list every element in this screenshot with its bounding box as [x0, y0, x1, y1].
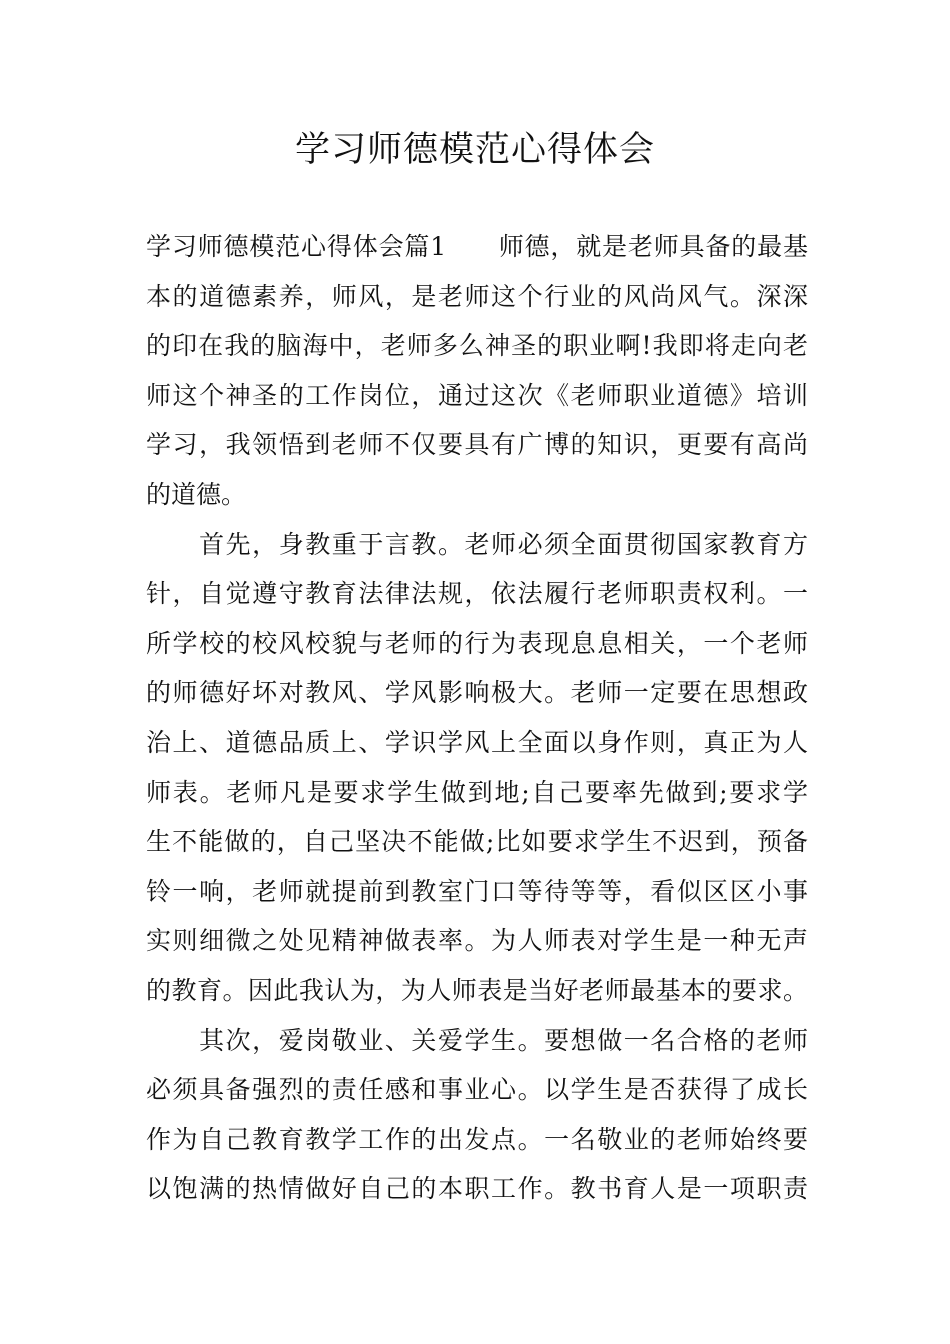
text-line: 的师德好坏对教风、学风影响极大。老师一定要在思想政	[146, 678, 808, 708]
text-line: 本的道德素养，师风，是老师这个行业的风尚风气。深深	[146, 281, 808, 311]
text-line: 师这个神圣的工作岗位，通过这次《老师职业道德》培训	[146, 380, 808, 410]
document-body	[146, 222, 808, 1214]
text-line: 的道德。	[146, 479, 247, 509]
text-line: 针，自觉遵守教育法律法规，依法履行老师职责权利。一	[146, 579, 808, 609]
text-line: 其次，爱岗敬业、关爱学生。要想做一名合格的老师	[146, 1025, 808, 1055]
text-line: 作为自己教育教学工作的出发点。一名敬业的老师始终要	[146, 1124, 808, 1154]
text-line: 以饱满的热情做好自己的本职工作。教书育人是一项职责	[146, 1174, 808, 1204]
text-line: 的教育。因此我认为，为人师表是当好老师最基本的要求。	[146, 975, 808, 1005]
text-line: 实则细微之处见精神做表率。为人师表对学生是一种无声	[146, 926, 808, 956]
document-title: 学习师德模范心得体会	[294, 130, 655, 170]
text-line: 的印在我的脑海中，老师多么神圣的职业啊!我即将走向老	[146, 331, 808, 361]
text-line: 所学校的校风校貌与老师的行为表现息息相关，一个老师	[146, 628, 808, 658]
text-line: 学习师德模范心得体会篇1 师德，就是老师具备的最基	[146, 232, 808, 261]
text-line: 学习，我领悟到老师不仅要具有广博的知识，更要有高尚	[146, 430, 808, 460]
text-line: 治上、道德品质上、学识学风上全面以身作则，真正为人	[146, 727, 808, 757]
text-line: 师表。老师凡是要求学生做到地;自己要率先做到;要求学	[146, 777, 808, 807]
text-line: 必须具备强烈的责任感和事业心。以学生是否获得了成长	[146, 1075, 808, 1105]
text-line: 首先，身教重于言教。老师必须全面贯彻国家教育方	[146, 529, 808, 559]
text-line: 铃一响，老师就提前到教室门口等待等等，看似区区小事	[146, 876, 808, 906]
text-line: 生不能做的，自己坚决不能做;比如要求学生不迟到，预备	[146, 827, 808, 857]
